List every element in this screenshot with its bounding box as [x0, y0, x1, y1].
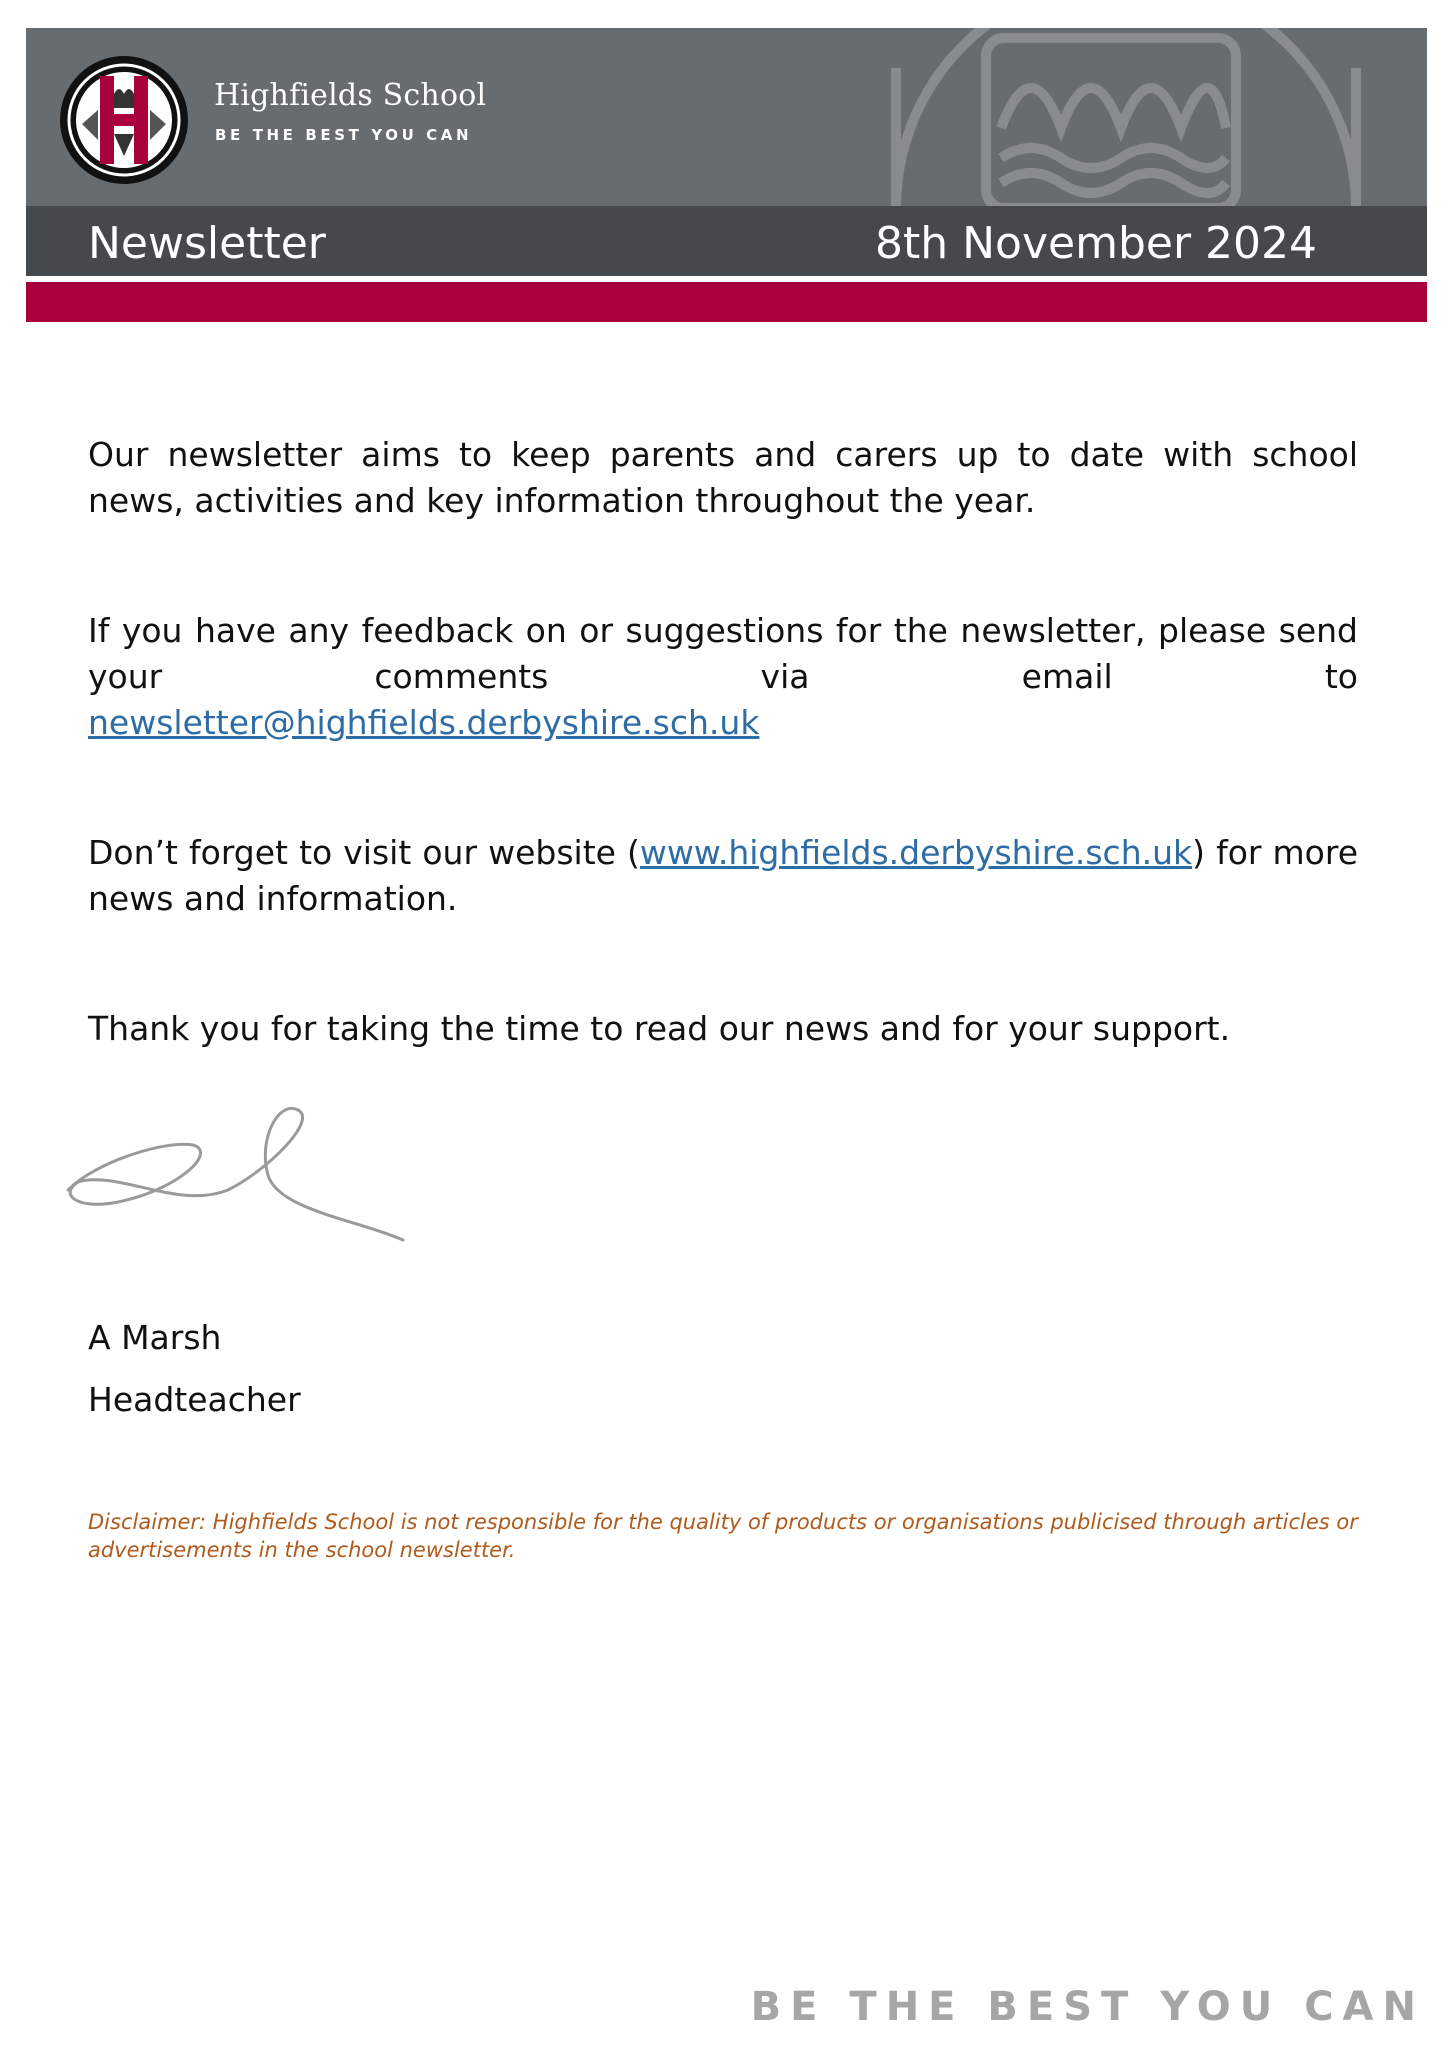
crest-watermark-icon: [786, 28, 1426, 206]
feedback-paragraph: [88, 608, 1358, 700]
newsletter-header: [26, 28, 1427, 322]
school-crest-icon: [58, 54, 190, 186]
title-bar: [26, 206, 1427, 276]
signoff-role: Headteacher: [88, 1380, 301, 1419]
newsletter-title: Newsletter: [88, 218, 326, 269]
website-text-before: Don’t forget to visit our website (: [88, 833, 640, 872]
website-link[interactable]: www.highfields.derbyshire.sch.uk: [639, 833, 1193, 872]
feedback-text: If you have any feedback on or suggestions for the newsletter, please send your comments via email to: [88, 611, 1358, 696]
thanks-paragraph: Thank you for taking the time to read our news and for your support.: [88, 1009, 1231, 1048]
headteacher-signature: [58, 1100, 408, 1250]
accent-bar: [26, 282, 1427, 322]
feedback-email-line: [88, 700, 1358, 746]
school-name: Highfields School: [214, 78, 487, 113]
school-motto: BE THE BEST YOU CAN: [215, 126, 473, 144]
intro-paragraph: Our newsletter aims to keep parents and carers up to date with school news, activities and key information throughout the year.: [88, 435, 1358, 520]
newsletter-date: 8th November 2024: [875, 218, 1317, 269]
header-banner: [26, 28, 1427, 206]
signoff-name: A Marsh: [88, 1318, 222, 1357]
footer-motto: BE THE BEST YOU CAN: [750, 1984, 1425, 2030]
website-paragraph: [88, 830, 1358, 922]
website-text-after: ) for more news and information.: [88, 833, 1358, 918]
newsletter-body: [88, 432, 1358, 1052]
disclaimer: Disclaimer: Highfields School is not responsible for the quality of products or organisations publicised through articles or advertisements in the school newsletter.: [88, 1510, 1358, 1562]
feedback-email-link[interactable]: newsletter@highfields.derbyshire.sch.uk: [88, 703, 760, 742]
